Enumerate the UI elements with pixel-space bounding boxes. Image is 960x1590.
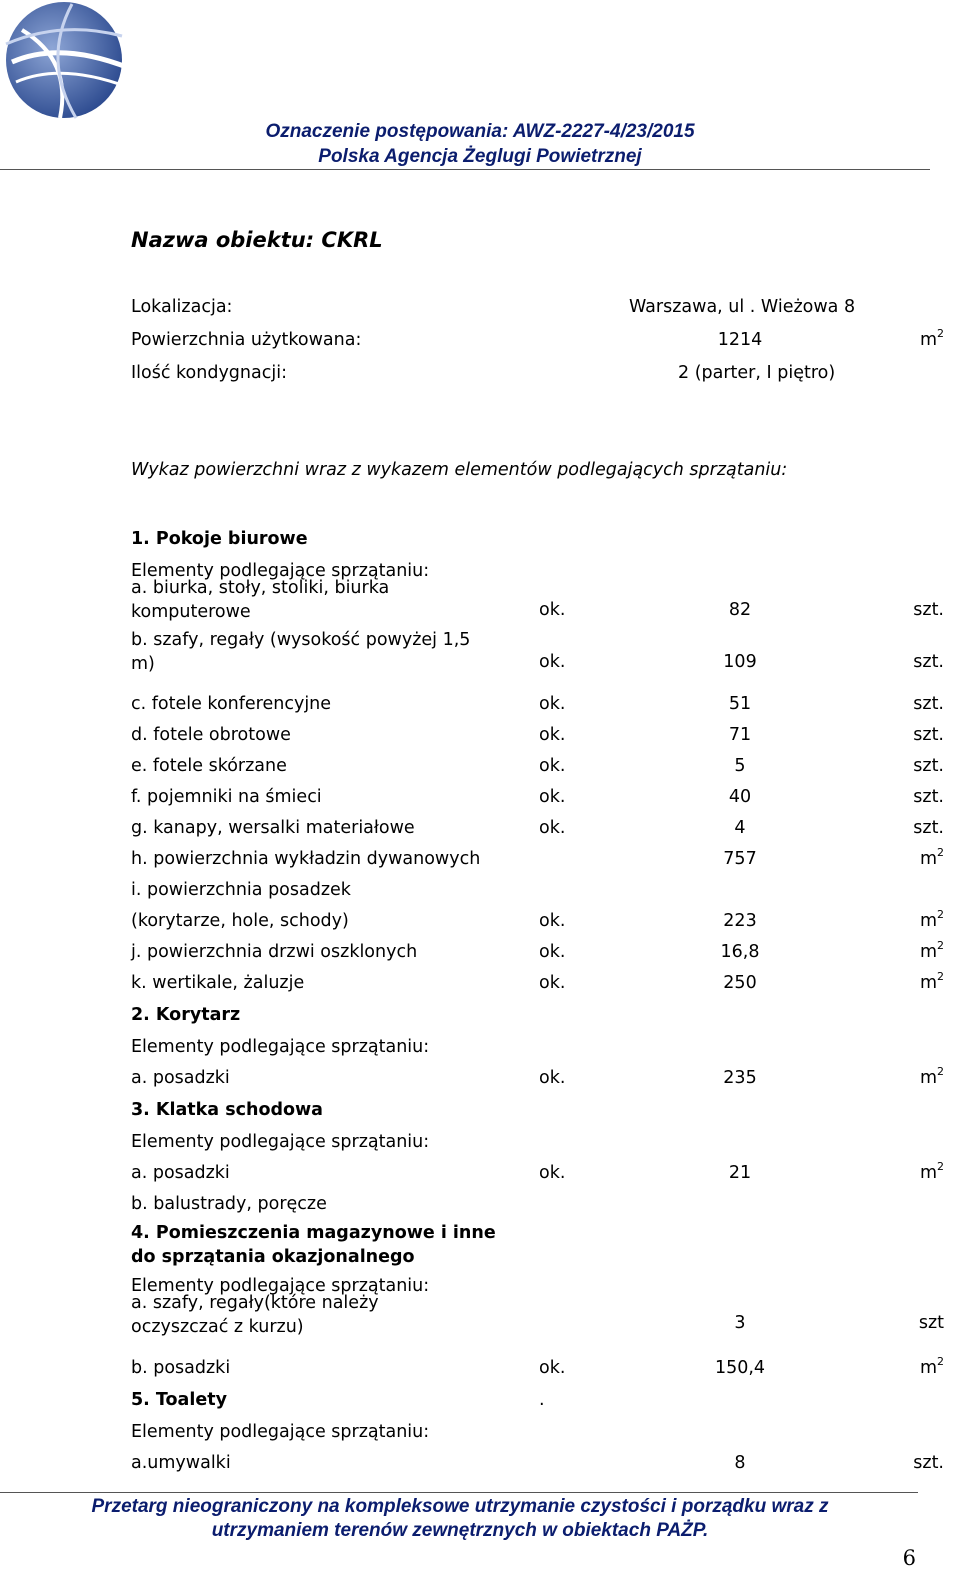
item-unit-exponent: 2 [937, 970, 944, 983]
item-unit-text: szt. [913, 652, 944, 672]
list-item [0, 1003, 960, 1033]
footer-line1: Przetarg nieograniczony na kompleksowe utrzymanie czystości i porządku wraz z [91, 1496, 829, 1517]
item-unit-text: szt. [913, 756, 944, 776]
item-quantity: 40 [728, 787, 752, 807]
list-item [0, 1420, 960, 1450]
item-unit-text: m [919, 1068, 937, 1088]
list-item [0, 878, 960, 908]
list-item [0, 578, 960, 622]
item-unit [913, 754, 944, 778]
area-unit: $m^2$ [919, 327, 944, 350]
footer-line2: utrzymaniem terenów zewnętrznych w obiektach PAŻP. [211, 1520, 709, 1541]
item-unit-text: szt. [913, 818, 944, 838]
globe-logo [2, 0, 142, 122]
list-item [0, 527, 960, 557]
item-label: g. kanapy, wersalki materiałowe [131, 818, 415, 838]
list-item [0, 1451, 960, 1481]
item-approx: ok. [539, 725, 566, 745]
item-unit-exponent: 2 [937, 1160, 944, 1173]
item-approx: . [539, 1390, 545, 1410]
item-unit [920, 909, 944, 933]
item-quantity: 21 [728, 1163, 752, 1183]
item-unit [920, 1161, 944, 1185]
list-item [0, 630, 960, 674]
item-unit [913, 692, 944, 716]
area-label: Powierzchnia użytkowana: [131, 330, 362, 350]
item-approx: ok. [539, 600, 566, 620]
item-quantity: 250 [723, 973, 757, 993]
area-value: 1214 [717, 330, 763, 350]
item-unit [920, 1356, 944, 1380]
item-label: 5. Toalety [131, 1390, 228, 1410]
item-unit [920, 1066, 944, 1090]
list-item [0, 754, 960, 784]
item-label: d. fotele obrotowe [131, 725, 291, 745]
item-label: (korytarze, hole, schody) [131, 911, 349, 931]
item-approx: ok. [539, 756, 566, 776]
location-value: Warszawa, ul . Wieżowa 8 [629, 297, 856, 317]
item-quantity: 82 [728, 600, 752, 620]
item-label: j. powierzchnia drzwi oszklonych [131, 942, 418, 962]
list-subtitle: Wykaz powierzchni wraz z wykazem elementów podlegających sprzątaniu: [131, 460, 788, 480]
item-unit-text: szt. [913, 600, 944, 620]
item-quantity: 8 [734, 1453, 746, 1473]
item-label: 1. Pokoje biurowe [131, 529, 308, 549]
item-unit-text: m [919, 849, 937, 869]
item-unit [913, 816, 944, 840]
list-item [0, 785, 960, 815]
item-approx: ok. [539, 787, 566, 807]
item-label: i. powierzchnia posadzek [131, 880, 351, 900]
list-item [0, 1356, 960, 1386]
footer-divider [0, 1492, 918, 1493]
item-unit-text: m [919, 911, 937, 931]
item-label: Elementy podlegające sprzątaniu: [131, 1276, 430, 1296]
list-item [0, 1035, 960, 1065]
item-unit-text: szt. [913, 725, 944, 745]
item-label: c. fotele konferencyjne [131, 694, 332, 714]
item-label: b. szafy, regały (wysokość powyżej 1,5 m) [131, 630, 471, 674]
item-quantity: 4 [734, 818, 746, 838]
list-item [0, 971, 960, 1001]
item-quantity: 51 [728, 694, 752, 714]
header-divider [0, 169, 930, 170]
item-quantity: 71 [728, 725, 752, 745]
list-item [0, 1192, 960, 1222]
list-item [0, 940, 960, 970]
item-unit-exponent: 2 [937, 846, 944, 859]
item-quantity: 5 [734, 756, 746, 776]
item-approx: ok. [539, 942, 566, 962]
item-quantity: 757 [723, 849, 757, 869]
item-approx: ok. [539, 911, 566, 931]
item-label: b. posadzki [131, 1358, 231, 1378]
item-approx: ok. [539, 1068, 566, 1088]
list-item [0, 723, 960, 753]
item-unit-text: m [919, 1358, 937, 1378]
item-unit-text: szt. [913, 787, 944, 807]
item-quantity: 235 [723, 1068, 757, 1088]
item-unit-text: m [919, 942, 937, 962]
item-unit-exponent: 2 [937, 1355, 944, 1368]
item-quantity: 150,4 [714, 1358, 766, 1378]
list-item [0, 692, 960, 722]
list-item [0, 1388, 960, 1418]
object-title: Nazwa obiektu: CKRL [131, 228, 383, 252]
header-reference: Oznaczenie postępowania: AWZ-2227-4/23/2015 [265, 121, 695, 142]
item-quantity: 223 [723, 911, 757, 931]
item-unit-exponent: 2 [937, 1065, 944, 1078]
location-label: Lokalizacja: [131, 297, 233, 317]
item-unit-text: szt. [913, 694, 944, 714]
list-item [0, 1161, 960, 1191]
item-unit [919, 1311, 944, 1335]
item-unit [913, 723, 944, 747]
item-label: Elementy podlegające sprzątaniu: [131, 1132, 430, 1152]
item-unit [913, 785, 944, 809]
item-approx: ok. [539, 818, 566, 838]
list-item [0, 1098, 960, 1128]
item-label: h. powierzchnia wykładzin dywanowych [131, 849, 481, 869]
item-label: Elementy podlegające sprzątaniu: [131, 1422, 430, 1442]
item-label: 2. Korytarz [131, 1005, 241, 1025]
item-approx: ok. [539, 1358, 566, 1378]
list-item [0, 816, 960, 846]
item-quantity: 3 [734, 1313, 746, 1333]
item-label: a.umywalki [131, 1453, 231, 1473]
item-quantity: 16,8 [720, 942, 760, 962]
item-label: 4. Pomieszczenia magazynowe i inne do sprzątania okazjonalnego [131, 1223, 496, 1267]
item-approx: ok. [539, 694, 566, 714]
item-label: k. wertikale, żaluzje [131, 973, 305, 993]
item-label: a. posadzki [131, 1163, 230, 1183]
item-label: Elementy podlegające sprzątaniu: [131, 561, 430, 581]
page-number: 6 [902, 1546, 916, 1570]
item-label: a. szafy, regały(które należy oczyszczać z kurzu) [131, 1293, 379, 1337]
item-label: b. balustrady, poręcze [131, 1194, 327, 1214]
item-quantity: 109 [723, 652, 757, 672]
list-item [0, 909, 960, 939]
item-unit-text: szt. [913, 1453, 944, 1473]
floors-value: 2 (parter, I piętro) [678, 363, 836, 383]
item-label: Elementy podlegające sprzątaniu: [131, 1037, 430, 1057]
item-unit [913, 650, 944, 674]
item-label: e. fotele skórzane [131, 756, 287, 776]
list-item [0, 1293, 960, 1337]
header-agency: Polska Agencja Żeglugi Powietrznej [318, 146, 642, 167]
item-unit [913, 1451, 944, 1475]
item-approx: ok. [539, 652, 566, 672]
item-unit-text: m [919, 973, 937, 993]
item-label: a. posadzki [131, 1068, 230, 1088]
item-label: f. pojemniki na śmieci [131, 787, 322, 807]
item-approx: ok. [539, 1163, 566, 1183]
item-unit [913, 598, 944, 622]
list-item [0, 1221, 960, 1267]
item-unit-exponent: 2 [937, 939, 944, 952]
item-unit-exponent: 2 [937, 908, 944, 921]
item-unit-text: m [919, 1163, 937, 1183]
item-unit [920, 971, 944, 995]
item-unit [920, 847, 944, 871]
floors-label: Ilość kondygnacji: [131, 363, 287, 383]
item-unit [920, 940, 944, 964]
list-item [0, 1066, 960, 1096]
list-item [0, 847, 960, 877]
item-label: 3. Klatka schodowa [131, 1100, 323, 1120]
item-unit-text: szt [918, 1313, 944, 1333]
list-item [0, 1130, 960, 1160]
item-label: a. biurka, stoły, stoliki, biurka komputerowe [131, 578, 390, 622]
item-approx: ok. [539, 973, 566, 993]
